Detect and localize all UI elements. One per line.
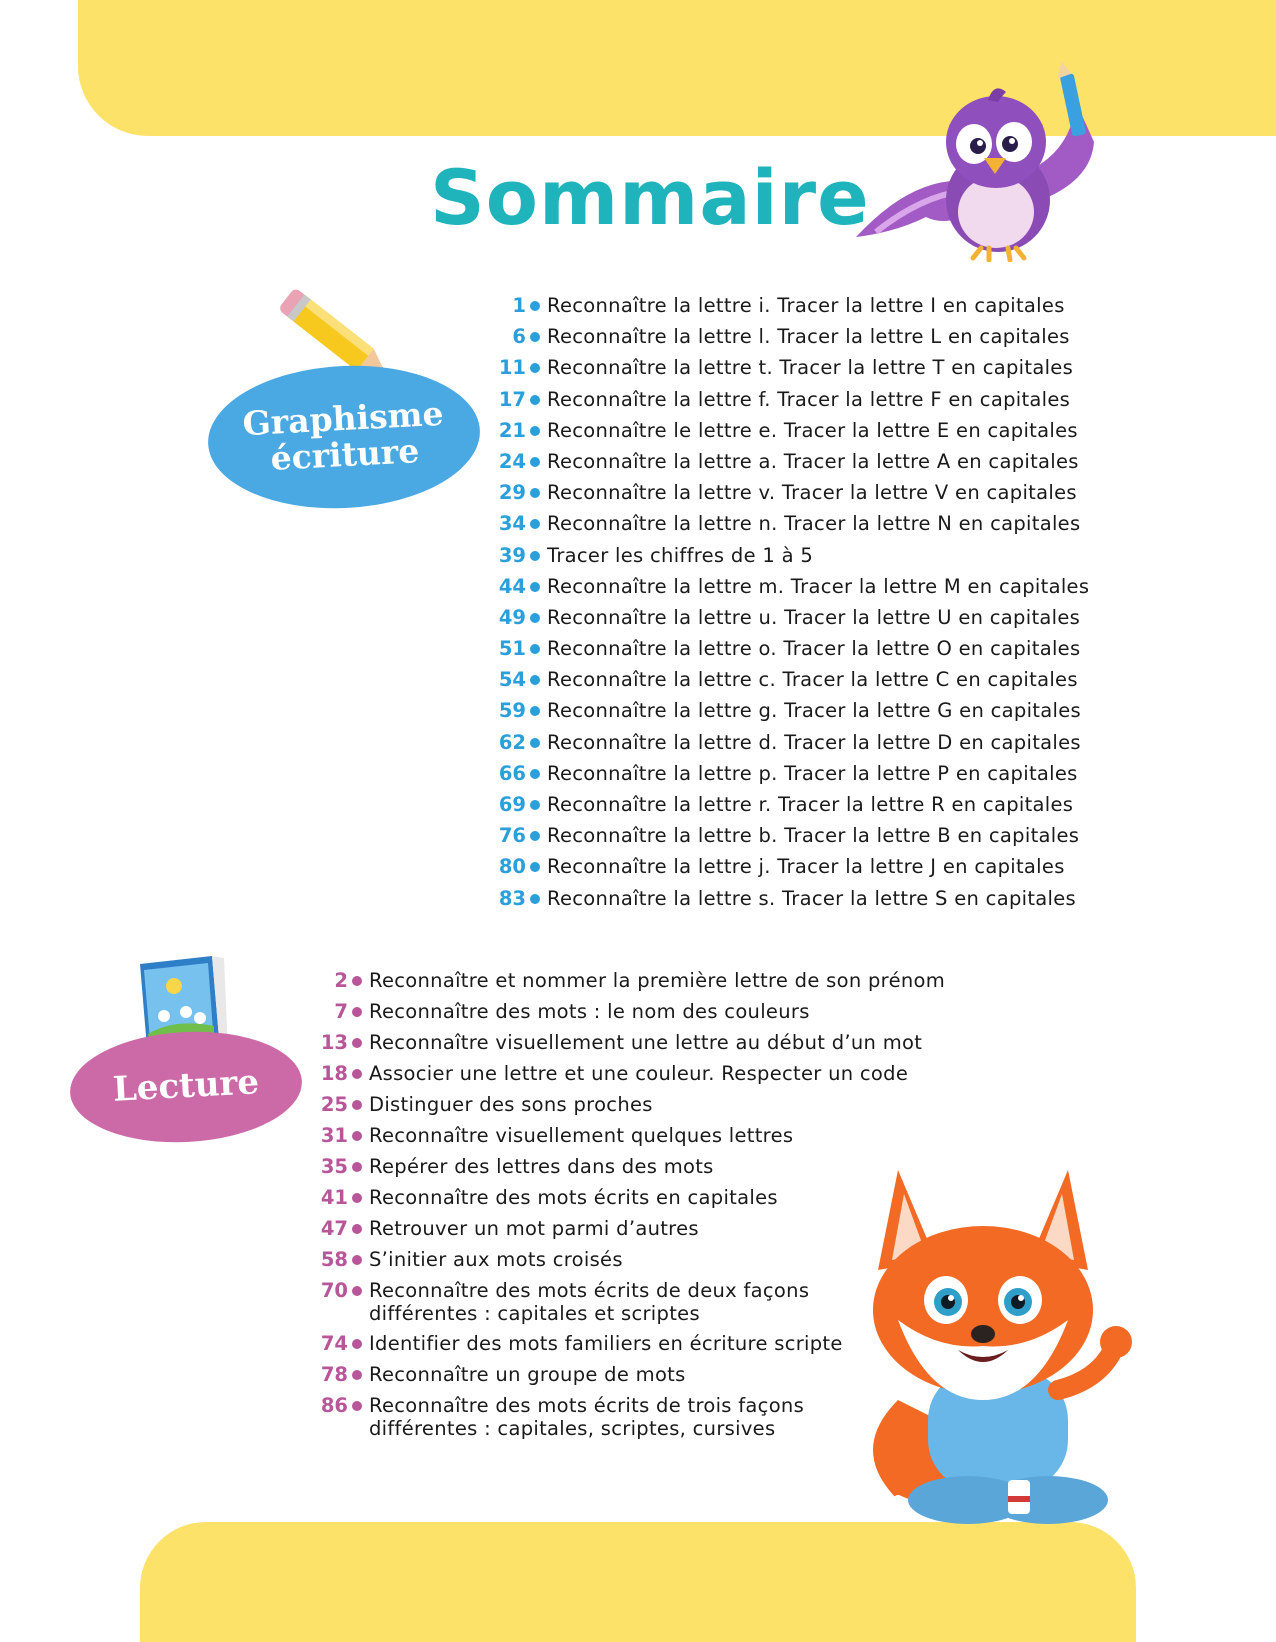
toc-page-number: 13 [320,1031,348,1054]
bullet-icon [530,706,540,716]
toc-item-text [369,1279,809,1325]
toc-page-number: 59 [498,699,526,723]
toc-lecture-list [318,969,945,1447]
toc-item-text: S’initier aux mots croisés [369,1248,623,1271]
toc-page-number: 76 [498,824,526,848]
bullet-icon [352,1038,362,1048]
toc-item-text: Reconnaître la lettre r. Tracer la lettre R en capitales [547,793,1074,816]
toc-item-text: Reconnaître la lettre l. Tracer la lettre L en capitales [547,325,1070,349]
bullet-icon [530,426,540,436]
toc-item [496,793,1089,824]
bullet-icon [530,894,540,904]
bullet-icon [352,1370,362,1380]
toc-item [496,419,1089,450]
toc-page-number: 11 [498,356,526,380]
bullet-icon [352,1286,362,1296]
toc-item-text: Reconnaître la lettre s. Tracer la lettre S en capitales [547,886,1077,910]
toc-item [496,699,1089,730]
bullet-icon [352,1193,362,1203]
toc-item [318,1031,945,1062]
page-title: Sommaire [430,153,870,242]
toc-item [318,969,945,1000]
bullet-icon [530,831,540,841]
toc-page-number: 24 [498,449,526,473]
toc-item [496,512,1089,543]
toc-item [318,1155,945,1186]
bullet-icon [530,488,540,498]
toc-item [318,1394,945,1447]
section-label-lecture [67,1026,304,1148]
toc-item-text: Reconnaître des mots : le nom des couleurs [369,1000,810,1023]
toc-item [496,855,1089,886]
toc-graphisme-list [496,294,1089,918]
bullet-icon [530,613,540,623]
toc-page-number: 31 [320,1124,348,1147]
toc-item-text: Reconnaître la lettre a. Tracer la lettre A en capitales [547,449,1079,473]
toc-item-text: Reconnaître la lettre b. Tracer la lettre B en capitales [547,824,1080,848]
bullet-icon [352,1007,362,1017]
toc-page-number: 86 [320,1394,348,1417]
toc-page-number: 1 [512,294,526,317]
toc-page-number: 66 [498,761,526,785]
toc-item-text: Reconnaître la lettre n. Tracer la lettre N en capitales [547,512,1081,536]
toc-item-text: Reconnaître des mots écrits en capitales [369,1186,778,1209]
toc-page-number: 39 [498,543,526,567]
toc-item-text: Reconnaître la lettre i. Tracer la lettre I en capitales [547,294,1065,317]
toc-page-number: 44 [498,574,526,598]
toc-page-number: 80 [498,855,526,879]
bullet-icon [530,551,540,561]
toc-item [496,481,1089,512]
toc-item-text: Reconnaître la lettre c. Tracer la lettre C en capitales [547,668,1078,692]
toc-item-text [369,1394,804,1440]
toc-page-number: 47 [320,1217,348,1240]
toc-item-text: Repérer des lettres dans des mots [369,1155,714,1178]
toc-item-text: Reconnaître la lettre p. Tracer la lettre P en capitales [547,761,1078,785]
toc-item [496,388,1089,419]
toc-item [318,1332,945,1363]
toc-item-text-line1: Reconnaître des mots écrits de deux façons [369,1279,810,1302]
bullet-icon [530,363,540,373]
toc-item-text: Reconnaître visuellement une lettre au début d’un mot [369,1031,923,1054]
toc-page-number: 6 [512,325,526,349]
bullet-icon [530,862,540,872]
bullet-icon [530,519,540,529]
toc-page-number: 25 [320,1093,348,1116]
bottom-yellow-band [140,1522,1136,1642]
toc-page-number: 58 [320,1248,348,1271]
toc-item-text: Reconnaître la lettre f. Tracer la lettre F en capitales [547,387,1071,411]
toc-item [496,575,1089,606]
toc-item [496,637,1089,668]
bird-mascot-icon [856,62,1118,262]
toc-item-text-line2: différentes : capitales, scriptes, cursives [369,1417,776,1440]
bullet-icon [352,1339,362,1349]
toc-page-number: 21 [498,418,526,442]
toc-page-number: 18 [320,1062,348,1085]
toc-item [318,1000,945,1031]
toc-item [318,1248,945,1279]
toc-item-text: Reconnaître la lettre j. Tracer la lettre J en capitales [547,855,1065,879]
toc-item-text-line1: Reconnaître des mots écrits de trois façons [369,1394,805,1417]
toc-item-text: Reconnaître visuellement quelques lettres [369,1124,794,1147]
section-label-graphisme-line2: écriture [269,431,421,478]
toc-page-number: 2 [334,969,348,992]
toc-page-number: 29 [498,481,526,505]
toc-page-number: 70 [320,1279,348,1302]
bullet-icon [530,582,540,592]
toc-item-text: Reconnaître un groupe de mots [369,1363,686,1386]
bullet-icon [352,1255,362,1265]
toc-item-text: Reconnaître la lettre v. Tracer la lettre V en capitales [547,481,1077,505]
toc-item-text: Reconnaître la lettre m. Tracer la lettre M en capitales [547,574,1090,598]
toc-item-text: Reconnaître la lettre g. Tracer la lettre G en capitales [547,699,1081,723]
toc-page-number: 83 [498,886,526,910]
bullet-icon [530,800,540,810]
toc-item-text: Retrouver un mot parmi d’autres [369,1217,699,1240]
toc-item-text: Reconnaître la lettre t. Tracer la lettre T en capitales [547,356,1074,380]
toc-item [496,731,1089,762]
toc-page-number: 62 [498,730,526,754]
bullet-icon [352,1069,362,1079]
toc-item [496,450,1089,481]
toc-item [318,1279,945,1332]
toc-page-number: 49 [498,605,526,629]
bullet-icon [352,1100,362,1110]
toc-page-number: 54 [498,668,526,692]
section-label-lecture-text: Lecture [111,1062,261,1111]
bullet-icon [352,1162,362,1172]
toc-item-text: Reconnaître le lettre e. Tracer la lettre E en capitales [547,418,1078,442]
toc-page-number: 7 [334,1000,348,1023]
toc-item-text: Distinguer des sons proches [369,1093,653,1116]
toc-page-number: 17 [498,387,526,411]
toc-item [496,325,1089,356]
toc-item [496,544,1089,575]
bullet-icon [352,1401,362,1411]
toc-page-number: 78 [320,1363,348,1386]
toc-item [496,606,1089,637]
section-label-graphisme [204,359,483,515]
bullet-icon [352,976,362,986]
bullet-icon [530,395,540,405]
toc-item [496,294,1089,325]
toc-page-number: 51 [498,637,526,661]
bullet-icon [530,738,540,748]
bullet-icon [530,301,540,311]
toc-item [496,668,1089,699]
toc-page-number: 69 [498,793,526,816]
toc-item-text-line2: différentes : capitales et scriptes [369,1302,700,1325]
toc-item [496,824,1089,855]
bullet-icon [530,675,540,685]
bullet-icon [352,1131,362,1141]
toc-item-text: Identifier des mots familiers en écriture scripte [369,1332,843,1355]
section-label-graphisme-line1: Graphisme [241,393,445,443]
toc-item-text: Reconnaître la lettre o. Tracer la lettre O en capitales [547,637,1081,661]
toc-item [318,1186,945,1217]
toc-item [318,1062,945,1093]
toc-item-text: Reconnaître et nommer la première lettre de son prénom [369,969,946,992]
bullet-icon [530,332,540,342]
bullet-icon [530,769,540,779]
toc-item [318,1363,945,1394]
toc-item-text: Tracer les chiffres de 1 à 5 [547,543,814,567]
toc-item-text: Reconnaître la lettre u. Tracer la lettre U en capitales [547,605,1081,629]
bullet-icon [530,457,540,467]
toc-page-number: 41 [320,1186,348,1209]
toc-page-number: 35 [320,1155,348,1178]
toc-item [496,887,1089,918]
bullet-icon [352,1224,362,1234]
toc-item [496,762,1089,793]
toc-page-number: 74 [320,1332,348,1355]
toc-item-text: Associer une lettre et une couleur. Respecter un code [369,1062,909,1085]
toc-item [318,1124,945,1155]
toc-item-text: Reconnaître la lettre d. Tracer la lettre D en capitales [547,730,1081,754]
toc-page-number: 34 [498,512,526,536]
toc-item [318,1093,945,1124]
toc-item [318,1217,945,1248]
toc-item [496,356,1089,387]
bullet-icon [530,644,540,654]
